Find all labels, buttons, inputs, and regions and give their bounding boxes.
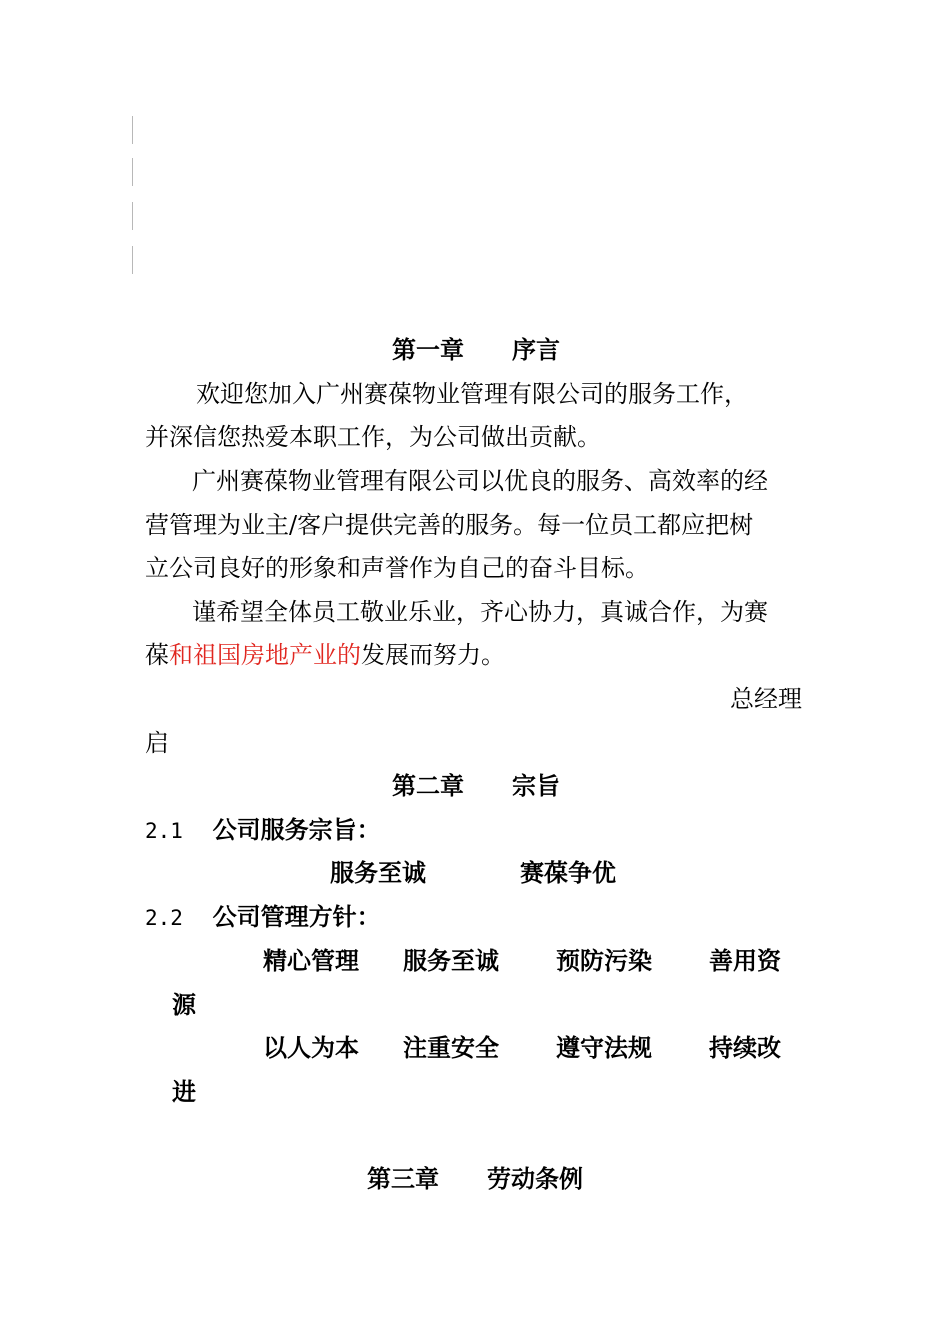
chapter-3-title: 第三章 劳动条例 (367, 1165, 583, 1193)
policy-item: 服务至诚 (403, 947, 499, 975)
signature-title: 总经理 (730, 685, 802, 713)
chapter-2-title: 第二章 宗旨 (392, 772, 560, 800)
section-2-2 (145, 902, 381, 933)
paragraph-3-line-2 (145, 640, 505, 670)
policy-item: 善用资 (709, 947, 781, 975)
policy-item: 遵守法规 (556, 1034, 652, 1062)
paragraph-2-line-3: 立公司良好的形象和声誉作为自己的奋斗目标。 (145, 554, 649, 582)
policy-item: 以人为本 (263, 1034, 359, 1062)
margin-mark (132, 158, 133, 186)
policy-item: 注重安全 (403, 1034, 499, 1062)
paragraph-1-line-1: 欢迎您加入广州赛葆物业管理有限公司的服务工作， (196, 380, 748, 408)
paragraph-3-text: 发展而努力。 (361, 641, 505, 669)
margin-mark (132, 202, 133, 230)
highlighted-text: 和祖国房地产业的 (169, 641, 361, 669)
service-motto-1: 服务至诚 (330, 859, 426, 887)
policy-item-wrap: 进 (172, 1078, 196, 1106)
section-label: 公司服务宗旨： (212, 816, 381, 844)
policy-item-wrap: 源 (172, 991, 196, 1019)
paragraph-3-line-1: 谨希望全体员工敬业乐业，齐心协力，真诚合作，为赛 (192, 598, 768, 626)
paragraph-2-line-2: 营管理为业主/客户提供完善的服务。每一位员工都应把树 (145, 511, 754, 539)
paragraph-2-line-1: 广州赛葆物业管理有限公司以优良的服务、高效率的经 (192, 467, 768, 495)
paragraph-1-line-2: 并深信您热爱本职工作，为公司做出贡献。 (145, 423, 601, 451)
section-label: 公司管理方针： (212, 903, 381, 931)
paragraph-3-text: 葆 (145, 641, 169, 669)
service-motto-2: 赛葆争优 (520, 859, 616, 887)
policy-item: 持续改 (709, 1034, 781, 1062)
margin-mark (132, 246, 133, 274)
signature-closing: 启 (145, 729, 169, 757)
policy-item: 预防污染 (556, 947, 652, 975)
section-number: 2.2 (145, 906, 183, 930)
margin-mark (132, 116, 133, 144)
section-number: 2.1 (145, 819, 183, 843)
section-2-1 (145, 815, 381, 846)
policy-item: 精心管理 (263, 947, 359, 975)
chapter-1-title: 第一章 序言 (392, 336, 560, 364)
